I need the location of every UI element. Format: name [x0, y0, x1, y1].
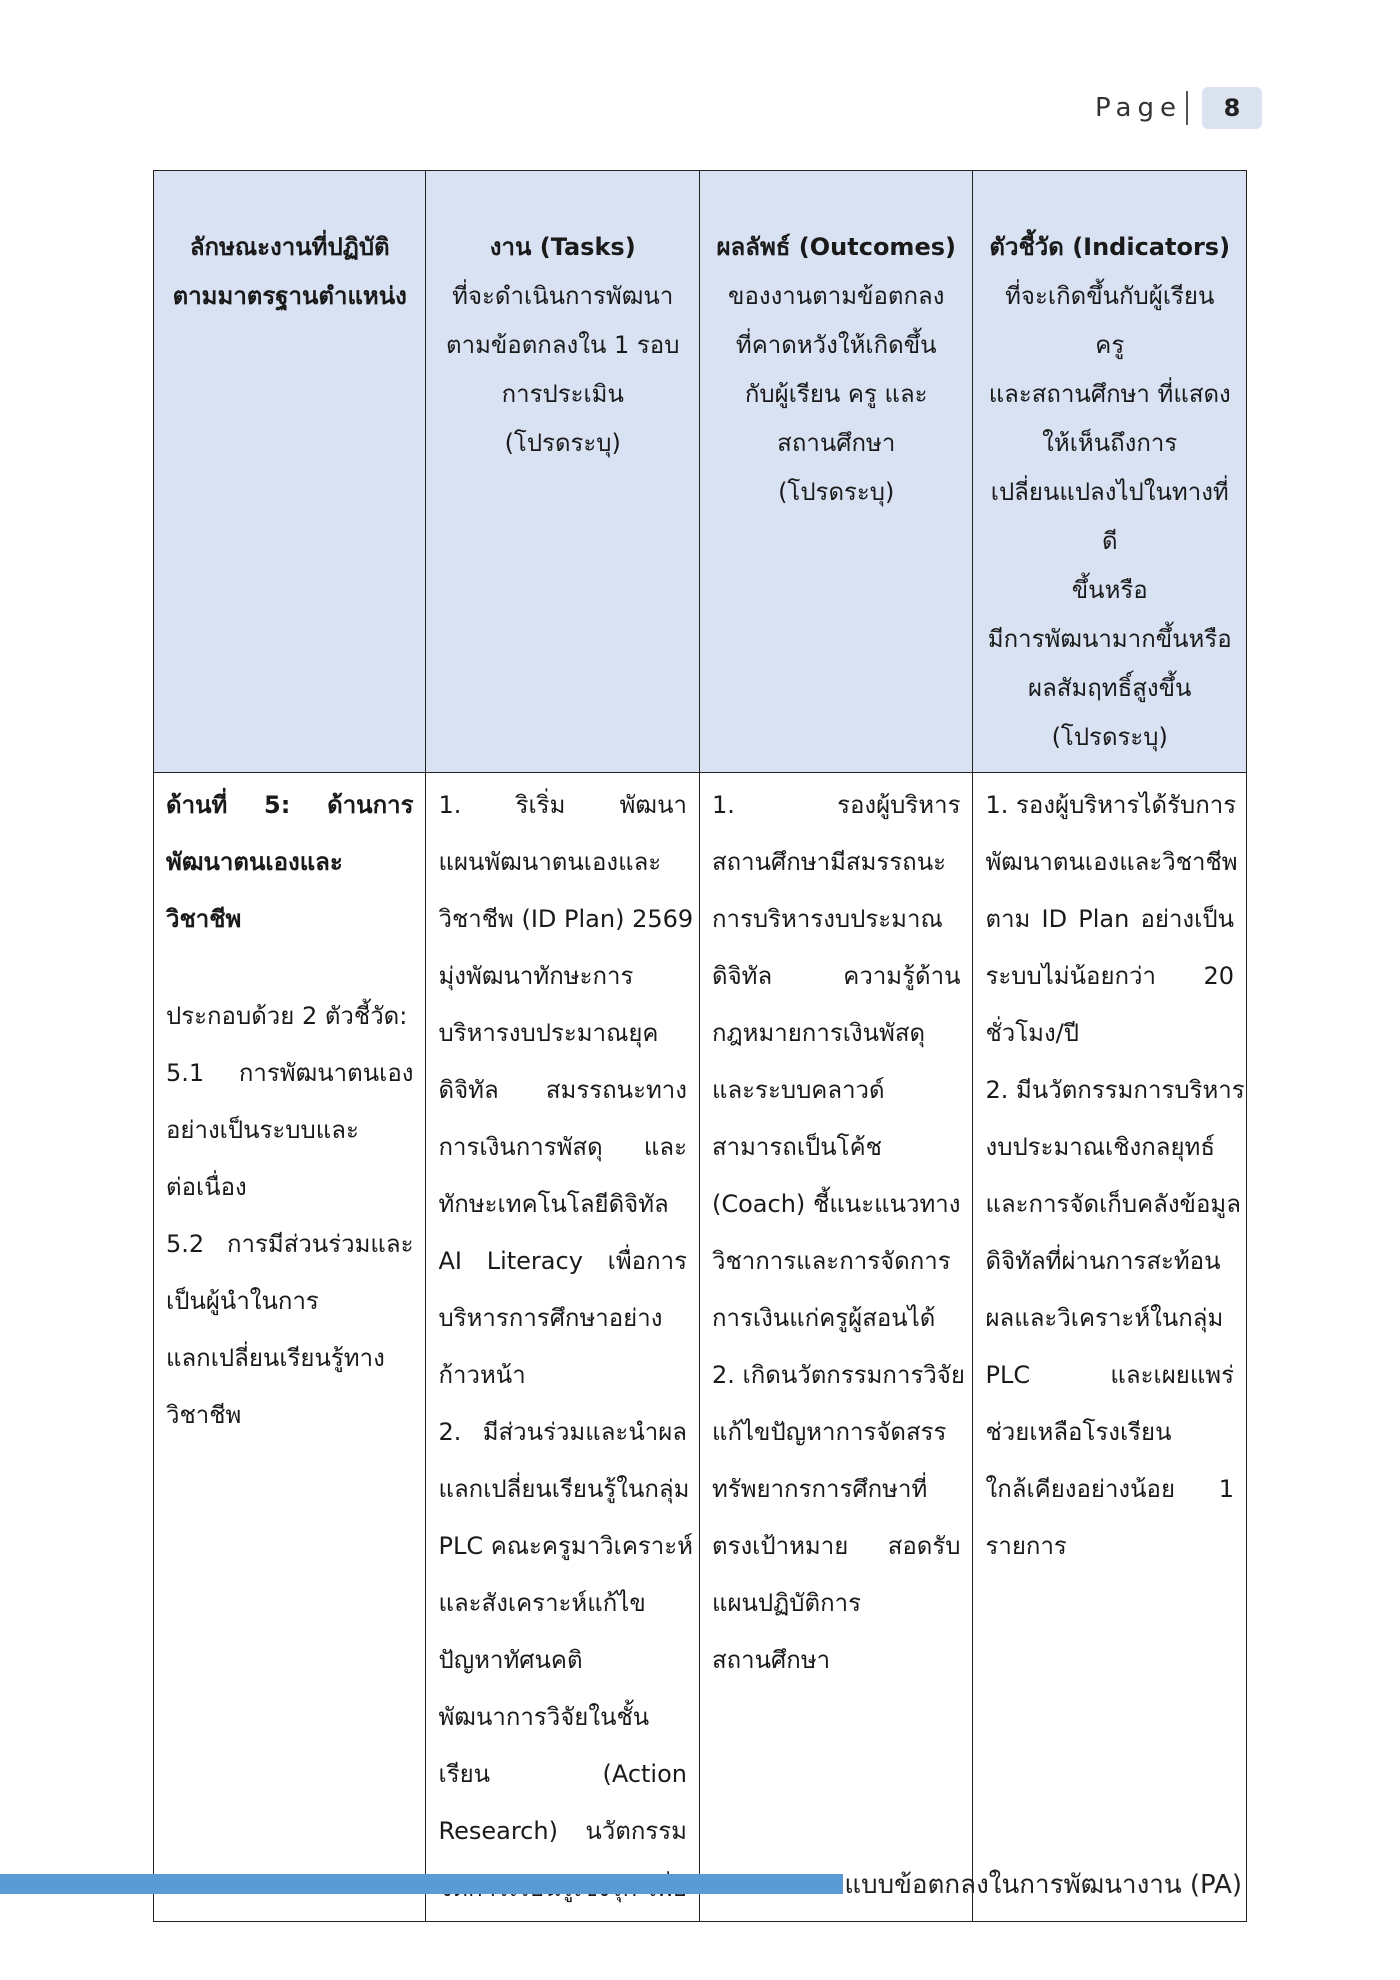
task-line: บริหารการศึกษาอย่าง [438, 1304, 663, 1332]
header-line: (โปรดระบุ) [778, 478, 895, 506]
indicator-line: ใกล้เคียงอย่างน้อย 1 [985, 1475, 1234, 1503]
header-line: การประเมิน [501, 380, 624, 408]
task-line: Research) นวัตกรรม [438, 1817, 687, 1845]
outcome-line: แก้ไขปัญหาการจัดสรร [711, 1418, 947, 1446]
header-cell-indicators [973, 171, 1247, 773]
page-number-badge: 8 [1202, 87, 1262, 129]
indicator-line: ดิจิทัลที่ผ่านการสะท้อน [985, 1247, 1221, 1275]
header-line: ผลสัมฤทธิ์สูงขึ้น [1028, 674, 1192, 702]
outcome-line: สถานศึกษา [711, 1646, 831, 1674]
header-line: มีการพัฒนามากขึ้นหรือ [987, 625, 1232, 653]
header-line: สถานศึกษา [777, 429, 896, 457]
task-line: เรียน (Action [438, 1760, 687, 1788]
outcome-line: (Coach) ชี้แนะแนวทาง [711, 1190, 961, 1218]
outcome-line: กฎหมายการเงินพัสดุ [711, 1019, 926, 1047]
page-header [1095, 86, 1262, 130]
indicator-line: PLC และเผยแพร่ [985, 1361, 1234, 1389]
header-title: งาน (Tasks) [489, 233, 636, 261]
task-line: แผนพัฒนาตนเองและ [438, 848, 662, 876]
header-line: (โปรดระบุ) [1051, 723, 1168, 751]
outcome-line: การเงินแก่ครูผู้สอนได้ [711, 1304, 936, 1332]
domain-body-line: 5.1 การพัฒนาตนเอง [166, 1059, 414, 1087]
indicator-line: ผลและวิเคราะห์ในกลุ่ม [985, 1304, 1224, 1332]
spacer [166, 948, 413, 988]
outcome-line: 2. เกิดนวัตกรรมการวิจัย [711, 1361, 965, 1389]
header-title: ผลลัพธ์ (Outcomes) [716, 233, 956, 261]
header-line: ขึ้นหรือ [1071, 576, 1148, 604]
header-cell-tasks [426, 171, 700, 773]
outcome-line: สามารถเป็นโค้ช [711, 1133, 882, 1161]
domain-body-line: เป็นผู้นำในการ [166, 1287, 319, 1315]
cell-tasks [426, 773, 700, 1922]
task-line: การเงินการพัสดุ และ [438, 1133, 687, 1161]
footer-bar [0, 1874, 843, 1894]
table-header-row [154, 171, 1247, 773]
header-line: ที่จะดำเนินการพัฒนา [452, 282, 674, 310]
domain-body-line: แลกเปลี่ยนเรียนรู้ทาง [166, 1344, 385, 1372]
header-cell-characteristics [154, 171, 426, 773]
header-line: และสถานศึกษา ที่แสดง [988, 380, 1231, 408]
domain-body-line: ต่อเนื่อง [166, 1173, 247, 1201]
indicator-line: รายการ [985, 1532, 1067, 1560]
header-title: ลักษณะงานที่ปฏิบัติ [189, 233, 390, 261]
domain-body-line: ประกอบด้วย 2 ตัวชี้วัด: [166, 1002, 408, 1030]
cell-outcomes [699, 773, 973, 1922]
page-separator [1186, 91, 1188, 125]
page-label: Page [1095, 93, 1182, 123]
domain-title-line: ด้านที่ 5: ด้านการ [166, 791, 414, 819]
outcome-line: การบริหารงบประมาณ [711, 905, 943, 933]
domain-body-line: 5.2 การมีส่วนร่วมและ [166, 1230, 414, 1258]
cell-indicators [973, 773, 1247, 1922]
header-cell-outcomes [699, 171, 973, 773]
header-line: เปลี่ยนแปลงไปในทางที่ดี [990, 478, 1229, 555]
indicator-line: ระบบไม่น้อยกว่า 20 [985, 962, 1234, 990]
indicator-line: และการจัดเก็บคลังข้อมูล [985, 1190, 1241, 1218]
indicator-line: ช่วยเหลือโรงเรียน [985, 1418, 1172, 1446]
footer-title: แบบข้อตกลงในการพัฒนางาน (PA) [844, 1870, 1242, 1900]
outcome-line: ดิจิทัล ความรู้ด้าน [711, 962, 961, 990]
task-line: AI Literacy เพื่อการ [438, 1247, 687, 1275]
header-line: (โปรดระบุ) [504, 429, 621, 457]
header-line: ที่จะเกิดขึ้นกับผู้เรียน ครู [1005, 282, 1215, 359]
task-line: ทักษะเทคโนโลยีดิจิทัล [438, 1190, 669, 1218]
task-line: PLC คณะครูมาวิเคราะห์ [438, 1532, 693, 1560]
task-line: มุ่งพัฒนาทักษะการ [438, 962, 634, 990]
domain-title-line: วิชาชีพ [166, 905, 242, 933]
outcome-line: วิชาการและการจัดการ [711, 1247, 951, 1275]
table-row [154, 773, 1247, 1922]
pa-table [153, 170, 1247, 1922]
domain-body-line: อย่างเป็นระบบและ [166, 1116, 359, 1144]
indicator-line: ตาม ID Plan อย่างเป็น [985, 905, 1234, 933]
header-line: ตามมาตรฐานตำแหน่ง [172, 282, 407, 310]
task-line: บริหารงบประมาณยุค [438, 1019, 659, 1047]
outcome-line: ทรัพยากรการศึกษาที่ [711, 1475, 928, 1503]
outcome-line: ตรงเป้าหมาย สอดรับ [711, 1532, 961, 1560]
header-line: ที่คาดหวังให้เกิดขึ้น [735, 331, 937, 359]
cell-domain [154, 773, 426, 1922]
outcome-line: 1. รองผู้บริหาร [711, 791, 961, 819]
task-line: วิชาชีพ (ID Plan) 2569 [438, 905, 694, 933]
outcome-line: สถานศึกษามีสมรรถนะ [711, 848, 947, 876]
header-line: ให้เห็นถึงการ [1042, 429, 1178, 457]
indicator-line: ชั่วโมง/ปี [985, 1019, 1079, 1047]
header-line: ของงานตามข้อตกลง [728, 282, 945, 310]
indicator-line: 1. รองผู้บริหารได้รับการ [985, 791, 1237, 819]
task-line: 1. ริเริ่ม พัฒนา [438, 791, 687, 819]
indicator-line: งบประมาณเชิงกลยุทธ์ [985, 1133, 1215, 1161]
indicator-line: 2. มีนวัตกรรมการบริหาร [985, 1076, 1245, 1104]
task-line: ปัญหาทัศนคติ [438, 1646, 583, 1674]
indicator-line: พัฒนาตนเองและวิชาชีพ [985, 848, 1238, 876]
task-line: และสังเคราะห์แก้ไข [438, 1589, 646, 1617]
task-line: ก้าวหน้า [438, 1361, 526, 1389]
task-line: ดิจิทัล สมรรถนะทาง [438, 1076, 687, 1104]
outcome-line: และระบบคลาวด์ [711, 1076, 885, 1104]
header-title: ตัวชี้วัด (Indicators) [989, 233, 1231, 261]
domain-title-line: พัฒนาตนเองและ [166, 848, 343, 876]
task-line: พัฒนาการวิจัยในชั้น [438, 1703, 650, 1731]
domain-body-line: วิชาชีพ [166, 1401, 242, 1429]
task-line: 2. มีส่วนร่วมและนำผล [438, 1418, 687, 1446]
header-line: ตามข้อตกลงใน 1 รอบ [446, 331, 680, 359]
header-line: กับผู้เรียน ครู และ [744, 380, 928, 408]
task-line: แลกเปลี่ยนเรียนรู้ในกลุ่ม [438, 1475, 690, 1503]
outcome-line: แผนปฏิบัติการ [711, 1589, 861, 1617]
